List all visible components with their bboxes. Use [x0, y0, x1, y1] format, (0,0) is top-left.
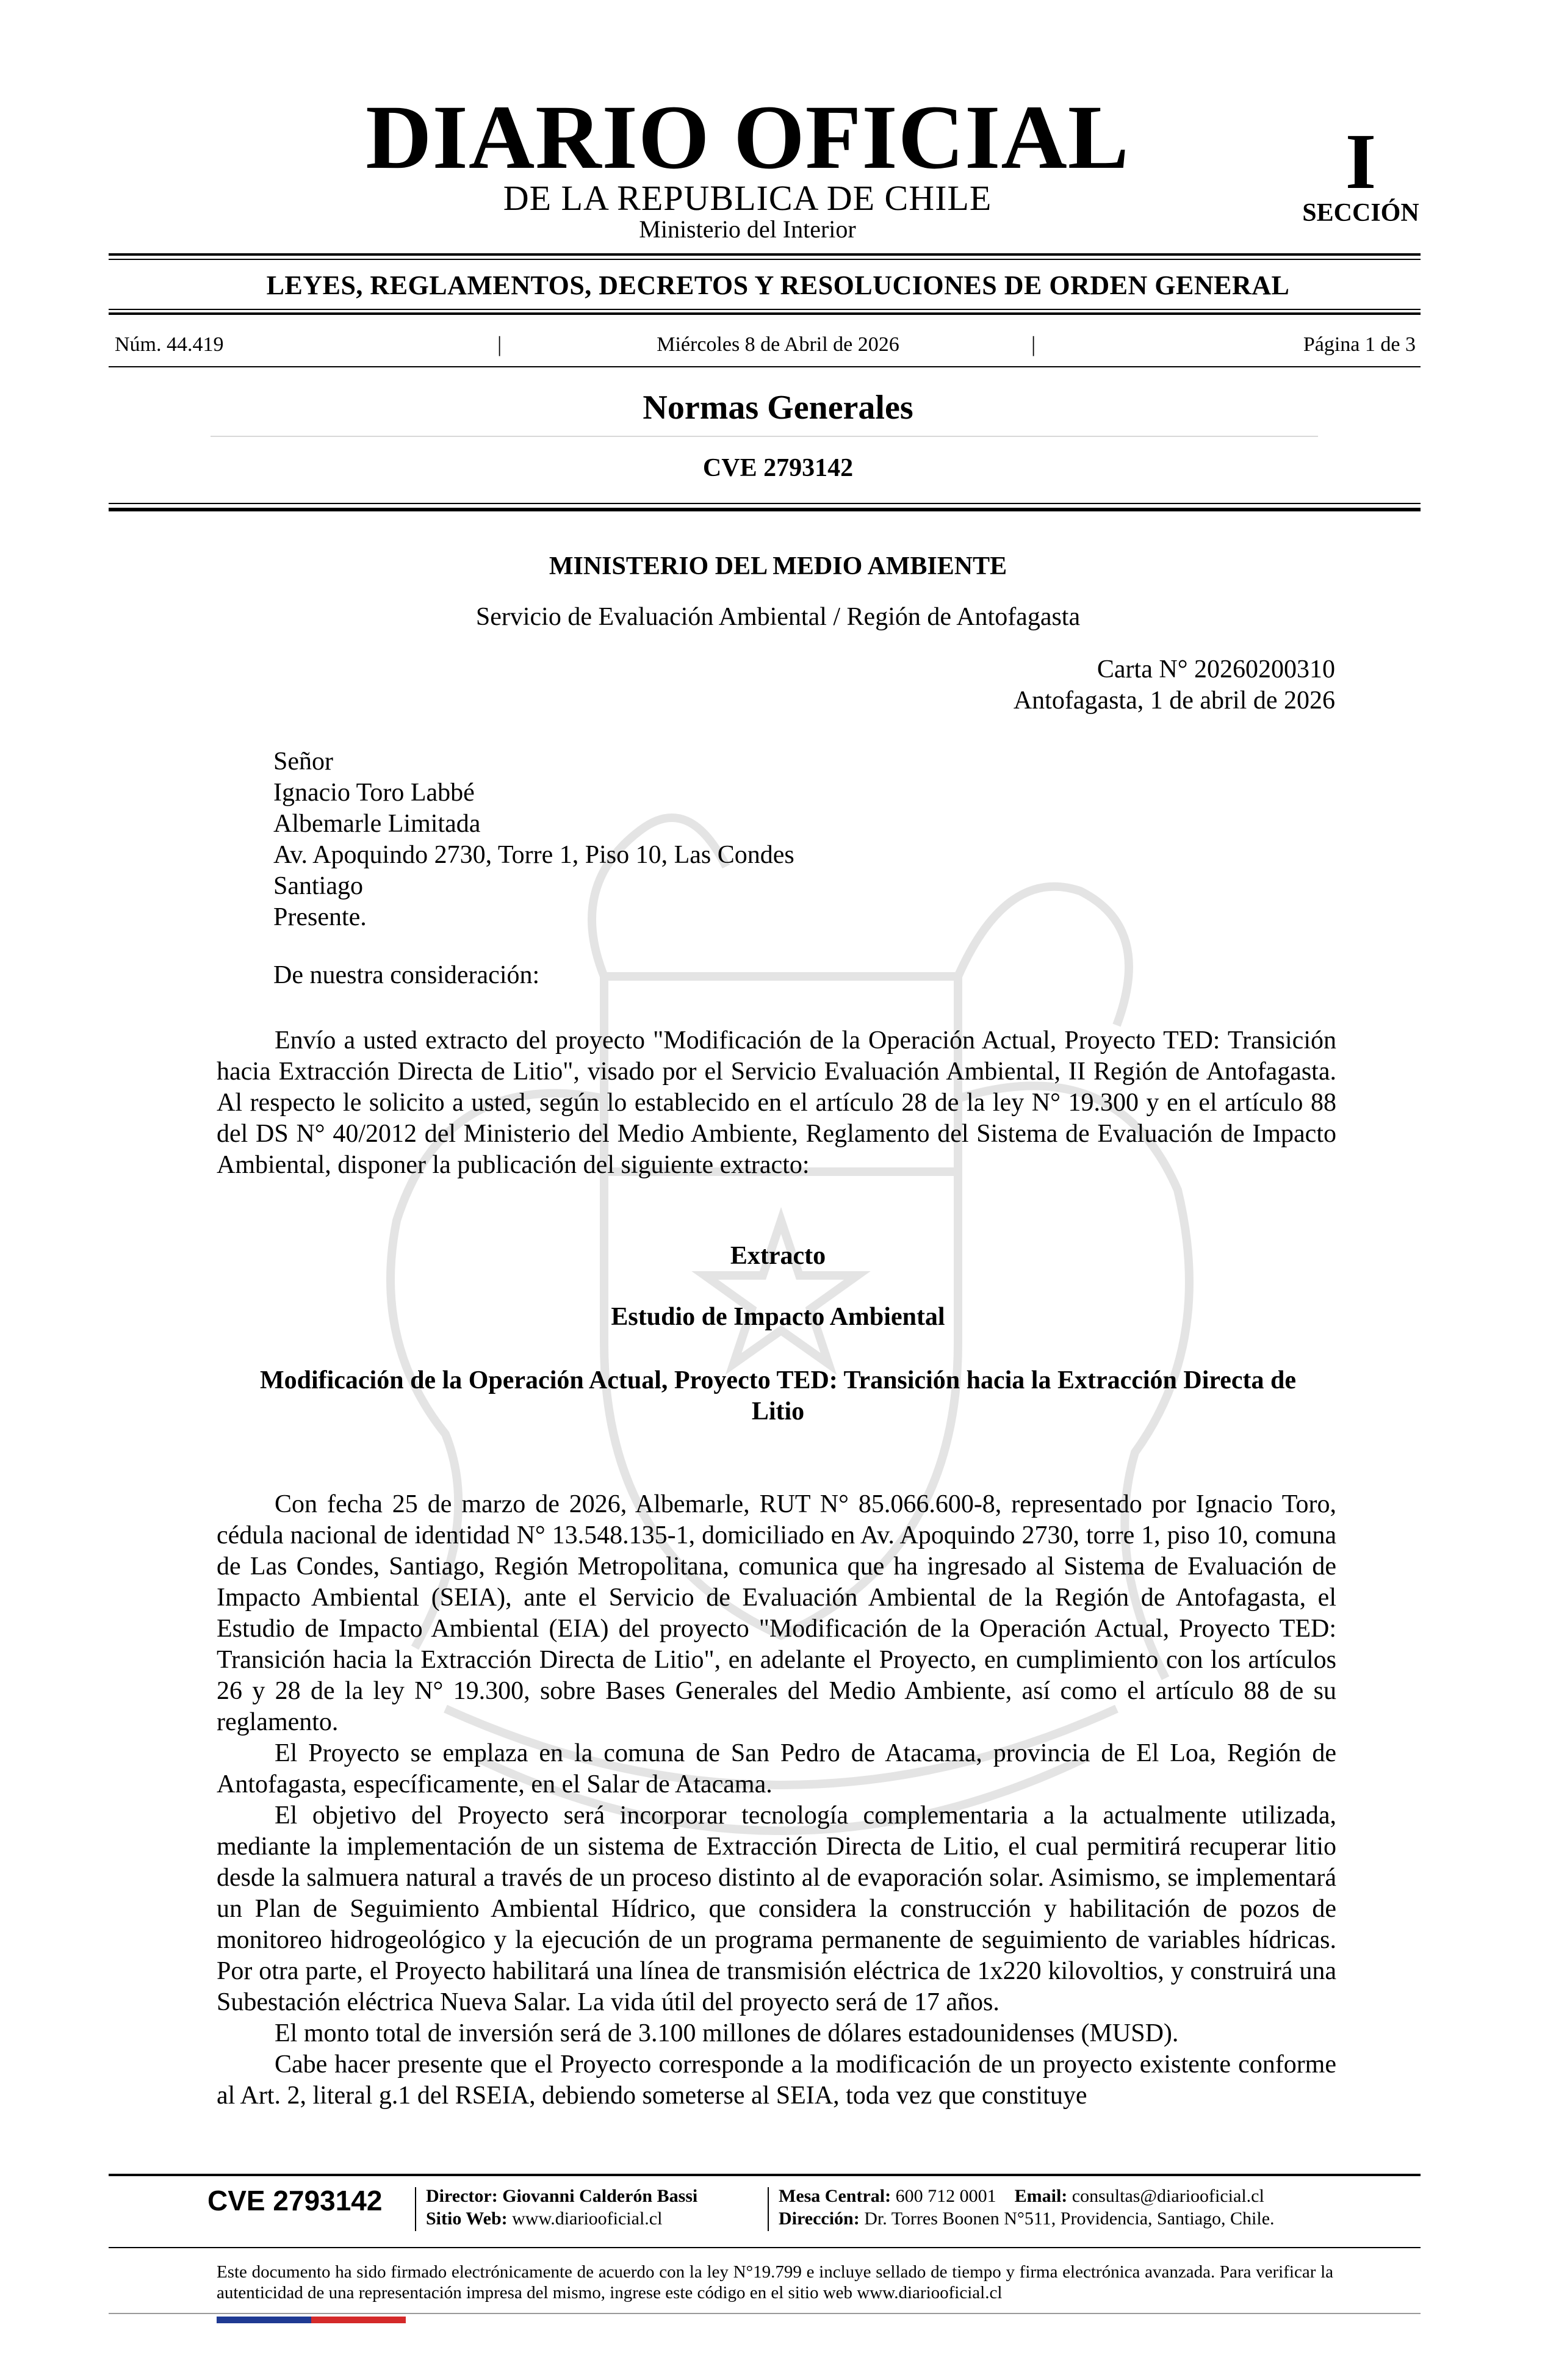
section-banner: LEYES, REGLAMENTOS, DECRETOS Y RESOLUCIONES DE ORDEN GENERAL — [266, 270, 1290, 300]
address-label: Dirección: — [779, 2209, 860, 2229]
recipient-address — [273, 746, 794, 933]
footer-director-block — [426, 2185, 697, 2230]
category-heading: Normas Generales — [643, 389, 913, 427]
banner-rule-thin — [109, 309, 1421, 310]
address-line: Av. Apoquindo 2730, Torre 1, Piso 10, Las Condes — [273, 841, 794, 869]
footer-divider — [768, 2187, 769, 2231]
website-link[interactable]: www.diariooficial.cl — [512, 2209, 663, 2229]
cve-code: CVE 2793142 — [702, 454, 854, 482]
body-paragraph: Con fecha 25 de marzo de 2026, Albemarle, RUT N° 85.066.600-8, representado por Ignacio Toro, cédula nacional de identidad N° 13.548.135-1, domiciliado en Av. Apoquindo 2730, torre 1, piso 10, comuna de Las Condes, Santiago, Región Metropolitana, comunica que ha ingresado al Sistema de Evaluación de Impacto Ambiental (SEIA), ante el Servicio de Evaluación Ambiental de la Región de Antofagasta, el Estudio de Impacto Ambiental (EIA) del proyecto "Modificación de la Operación Actual, Proyecto TED: Transición hacia la Extracción Directa de Litio", en adelante el Proyecto, en cumplimiento con los artículos 26 y 28 de la ley N° 19.300, sobre Bases Generales del Medio Ambiente, así como el artículo 88 de su reglamento. — [217, 1490, 1336, 1736]
letter-reference — [1014, 654, 1335, 716]
service-heading: Servicio de Evaluación Ambiental / Región de Antofagasta — [475, 603, 1081, 631]
footer-divider — [415, 2187, 416, 2231]
extract-body — [217, 1489, 1336, 2111]
issue-separator: | — [1031, 332, 1036, 356]
project-title: Modificación de la Operación Actual, Proyecto TED: Transición hacia la Extracción Directa de Litio — [259, 1366, 1297, 1426]
address-line: Santiago — [273, 872, 363, 900]
email-label: Email: — [1014, 2186, 1068, 2206]
phone-number: 600 712 0001 — [895, 2186, 996, 2206]
flag-stripe — [217, 2317, 406, 2323]
address-line: Señor — [273, 748, 333, 776]
body-paragraph: El Proyecto se emplaza en la comuna de San Pedro de Atacama, provincia de El Loa, Región de Antofagasta, específicamente, en el Salar de Atacama. — [217, 1739, 1336, 1798]
address-line: Albemarle Limitada — [273, 810, 481, 838]
salutation: De nuestra consideración: — [273, 961, 540, 989]
ministry-heading: MINISTERIO DEL MEDIO AMBIENTE — [549, 552, 1007, 580]
extract-heading: Extracto — [730, 1242, 826, 1270]
issue-rule — [109, 366, 1421, 367]
category-divider — [211, 436, 1318, 437]
flag-blue-stripe — [217, 2317, 311, 2323]
header-rule-thick — [109, 508, 1421, 511]
newspaper-subtitle: DE LA REPUBLICA DE CHILE — [503, 178, 992, 218]
signature-note: Este documento ha sido firmado electrónicamente de acuerdo con la ley N°19.799 e incluye sellado de tiempo y firma electrónica avanzada. Para verificar la autenticidad de una representación impresa del mismo, ingrese este código en el sitio web www.diariooficial.cl — [217, 2262, 1333, 2302]
email-link[interactable]: consultas@diariooficial.cl — [1072, 2186, 1264, 2206]
office-address: Dr. Torres Boonen N°511, Providencia, Santiago, Chile. — [864, 2209, 1275, 2229]
body-paragraph: Cabe hacer presente que el Proyecto corresponde a la modificación de un proyecto existente conforme al Art. 2, literal g.1 del RSEIA, debiendo someterse al SEIA, toda vez que constituye — [217, 2050, 1336, 2110]
page-indicator: Página 1 de 3 — [1303, 333, 1416, 356]
address-line: Presente. — [273, 903, 367, 931]
website-label: Sitio Web: — [426, 2209, 508, 2229]
banner-rule-thick — [109, 312, 1421, 315]
study-type-heading: Estudio de Impacto Ambiental — [611, 1303, 945, 1331]
newspaper-ministry: Ministerio del Interior — [639, 215, 856, 243]
footer-cve-code: CVE 2793142 — [207, 2185, 383, 2216]
newspaper-title: DIARIO OFICIAL — [366, 87, 1129, 188]
section-number: I — [1345, 118, 1377, 206]
issue-date: Miércoles 8 de Abril de 2026 — [657, 333, 899, 356]
flag-red-stripe — [311, 2317, 406, 2323]
footer-contact-block — [779, 2185, 1275, 2230]
letter-number: Carta N° 20260200310 — [1097, 655, 1335, 683]
issue-separator: | — [497, 332, 502, 356]
director-name: Giovanni Calderón Bassi — [502, 2186, 698, 2206]
issue-number: Núm. 44.419 — [115, 333, 224, 356]
address-line: Ignacio Toro Labbé — [273, 779, 475, 807]
letter-place-date: Antofagasta, 1 de abril de 2026 — [1013, 687, 1335, 715]
body-paragraph: El objetivo del Proyecto será incorporar tecnología complementaria a la actualmente utilizada, mediante la implementación de un sistema de Extracción Directa de Litio, el cual permitirá recuperar litio desde la salmuera natural a través de un proceso distinto al de evaporación solar. Asimismo, se implementará un Plan de Seguimiento Ambiental Hídrico, que considera la construcción y habilitación de pozos de monitoreo hidrogeológico y la ejecución de un programa permanente de seguimiento de variables hídricas. Por otra parte, el Proyecto habilitará una línea de transmisión eléctrica de 1x220 kilovoltios, y construirá una Subestación eléctrica Nueva Salar. La vida útil del proyecto será de 17 años. — [217, 1801, 1336, 2016]
masthead-rule-thick — [109, 253, 1421, 256]
phone-label: Mesa Central: — [779, 2186, 891, 2206]
section-label: SECCIÓN — [1302, 199, 1419, 227]
header-rule-thin — [109, 503, 1421, 504]
bottom-rule — [109, 2313, 1421, 2314]
footer-rule — [109, 2174, 1421, 2176]
footer-rule-thin — [109, 2247, 1421, 2248]
masthead-rule-thin — [109, 259, 1421, 260]
body-paragraph: El monto total de inversión será de 3.100 millones de dólares estadounidenses (MUSD). — [275, 2019, 1179, 2047]
director-label: Director: — [426, 2186, 498, 2206]
intro-paragraph: Envío a usted extracto del proyecto "Modificación de la Operación Actual, Proyecto TED: Transición hacia Extracción Directa de Litio", visado por el Servicio Evaluación Ambiental, II Región de Antofagasta. Al respecto le solicito a usted, según lo establecido en el artículo 28 de la ley N° 19.300 y en el artículo 88 del DS N° 40/2012 del Ministerio del Medio Ambiente, Reglamento del Sistema de Evaluación de Impacto Ambiental, disponer la publicación del siguiente extracto: — [217, 1026, 1336, 1179]
